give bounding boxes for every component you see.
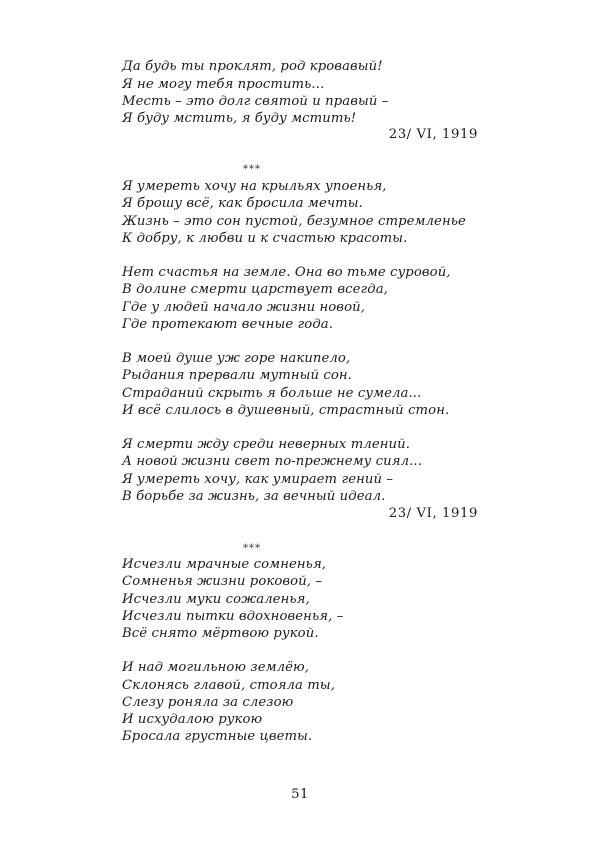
- poem3-stanza1-line-3: Исчезли муки сожаленья,: [122, 592, 310, 607]
- poem2-stanza3-line-3: Страданий скрыть я больше не сумела...: [122, 386, 422, 401]
- poem3-stanza2-line-1: И над могильною землёю,: [122, 660, 310, 675]
- poem2-stanza2-line-3: Где у людей начало жизни новой,: [122, 300, 365, 315]
- poem1-line-3: Месть – это долг святой и правый –: [122, 94, 389, 109]
- poem3-separator: ***: [243, 543, 261, 554]
- poem3-stanza2-line-2: Склонясь главой, стояла ты,: [122, 678, 336, 693]
- poem2-stanza2-line-2: В долине смерти царствует всегда,: [122, 282, 388, 297]
- poem1-line-1: Да будь ты проклят, род кровавый!: [122, 59, 383, 74]
- poem2-stanza1-line-2: Я брошу всё, как бросила мечты.: [122, 196, 363, 211]
- poem2-separator: ***: [243, 164, 261, 175]
- page-number: 51: [291, 787, 309, 802]
- poem3-stanza2-line-4: И исхудалою рукою: [122, 712, 263, 727]
- poem2-stanza2-line-4: Где протекают вечные года.: [122, 317, 334, 332]
- poem2-stanza2-line-1: Нет счастья на земле. Она во тьме суровой,: [122, 265, 451, 280]
- poem2-stanza1-line-3: Жизнь – это сон пустой, безумное стремленье: [122, 214, 466, 229]
- poem3-stanza1-line-1: Исчезли мрачные сомненья,: [122, 557, 327, 572]
- poem3-stanza2-line-5: Бросала грустные цветы.: [122, 729, 313, 744]
- poem2-stanza1-line-4: К добру, к любви и к счастью красоты.: [122, 231, 408, 246]
- poem2-stanza3-line-2: Рыдания прервали мутный сон.: [122, 368, 352, 383]
- poem2-stanza3-line-4: И всё слилось в душевный, страстный стон.: [122, 403, 450, 418]
- poem3-stanza1-line-2: Сомненья жизни роковой, –: [122, 574, 323, 589]
- poem1-line-2: Я не могу тебя простить...: [122, 77, 325, 92]
- poem1-line-4: Я буду мстить, я буду мстить!: [122, 111, 357, 126]
- poem2-stanza4-line-3: Я умереть хочу, как умирает гений –: [122, 472, 394, 487]
- poem2-stanza1-line-1: Я умереть хочу на крыльях упоенья,: [122, 179, 387, 194]
- poem2-stanza3-line-1: В моей душе уж горе накипело,: [122, 351, 351, 366]
- poem2-date: 23/ VI, 1919: [388, 506, 478, 521]
- poem3-stanza1-line-4: Исчезли пытки вдохновенья, –: [122, 609, 344, 624]
- poem1-date: 23/ VI, 1919: [388, 127, 478, 142]
- poem2-stanza4-line-2: А новой жизни свет по-прежнему сиял...: [122, 454, 422, 469]
- poem2-stanza4-line-4: В борьбе за жизнь, за вечный идеал.: [122, 489, 386, 504]
- poem3-stanza2-line-3: Слезу роняла за слезою: [122, 695, 294, 710]
- poem2-stanza4-line-1: Я смерти жду среди неверных тлений.: [122, 437, 411, 452]
- poem3-stanza1-line-5: Всё снято мёртвою рукой.: [122, 626, 319, 641]
